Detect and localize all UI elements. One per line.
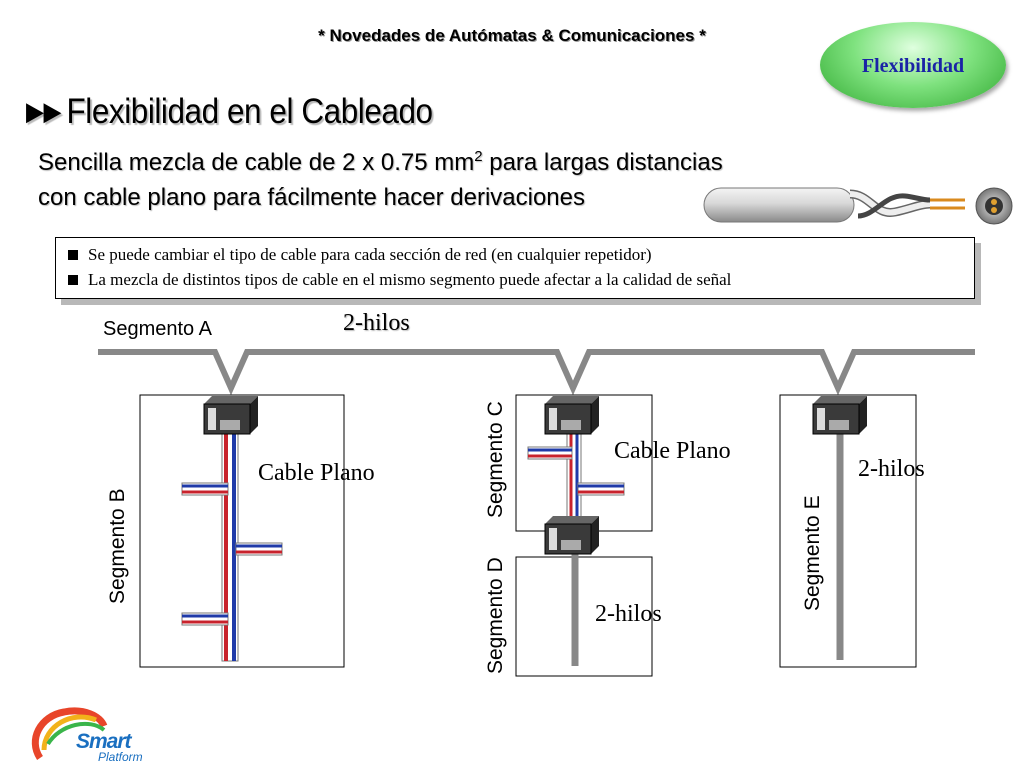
note-text: La mezcla de distintos tipos de cable en el mismo segmento puede afectar a la calidad de señal — [88, 270, 732, 289]
subtitle-line-2: con cable plano para fácilmente hacer derivaciones — [38, 184, 585, 211]
repeater-icon — [545, 516, 599, 554]
segment-b-box — [140, 395, 344, 667]
double-arrow-icon: ▶▶ — [26, 96, 62, 126]
segment-a-label: Segmento A — [103, 318, 212, 340]
superscript-2: 2 — [474, 148, 483, 165]
slide-title-text: Flexibilidad en el Cableado — [66, 92, 433, 131]
segment-c-label: Segmento C — [484, 401, 507, 518]
segment-b-label: Segmento B — [106, 488, 129, 604]
repeater-icon — [813, 396, 867, 434]
logo-name: Smart — [76, 730, 131, 753]
subtitle-line-1-end: para largas distancias — [482, 149, 723, 176]
repeater-icon — [545, 396, 599, 434]
segment-d-cable-label: 2-hilos — [595, 601, 662, 627]
segment-c-cable-label: Cable Plano — [614, 438, 731, 464]
segment-a-cable-label: 2-hilos — [343, 310, 410, 336]
segment-e-label: Segmento E — [801, 495, 824, 611]
badge-label: Flexibilidad — [861, 55, 965, 77]
segment-e-cable-label: 2-hilos — [858, 456, 925, 482]
segment-b-cable-label: Cable Plano — [258, 460, 375, 486]
note-text: Se puede cambiar el tipo de cable para cada sección de red (en cualquier repetidor) — [88, 245, 652, 264]
segment-a-trunk — [98, 352, 975, 388]
segment-d-label: Segmento D — [484, 557, 507, 674]
header-title: * Novedades de Autómatas & Comunicaciones * — [318, 26, 706, 45]
logo-sub: Platform — [98, 750, 143, 764]
subtitle-line-1-text: Sencilla mezcla de cable de 2 x 0.75 mm — [38, 149, 475, 176]
repeater-icon — [204, 396, 258, 434]
